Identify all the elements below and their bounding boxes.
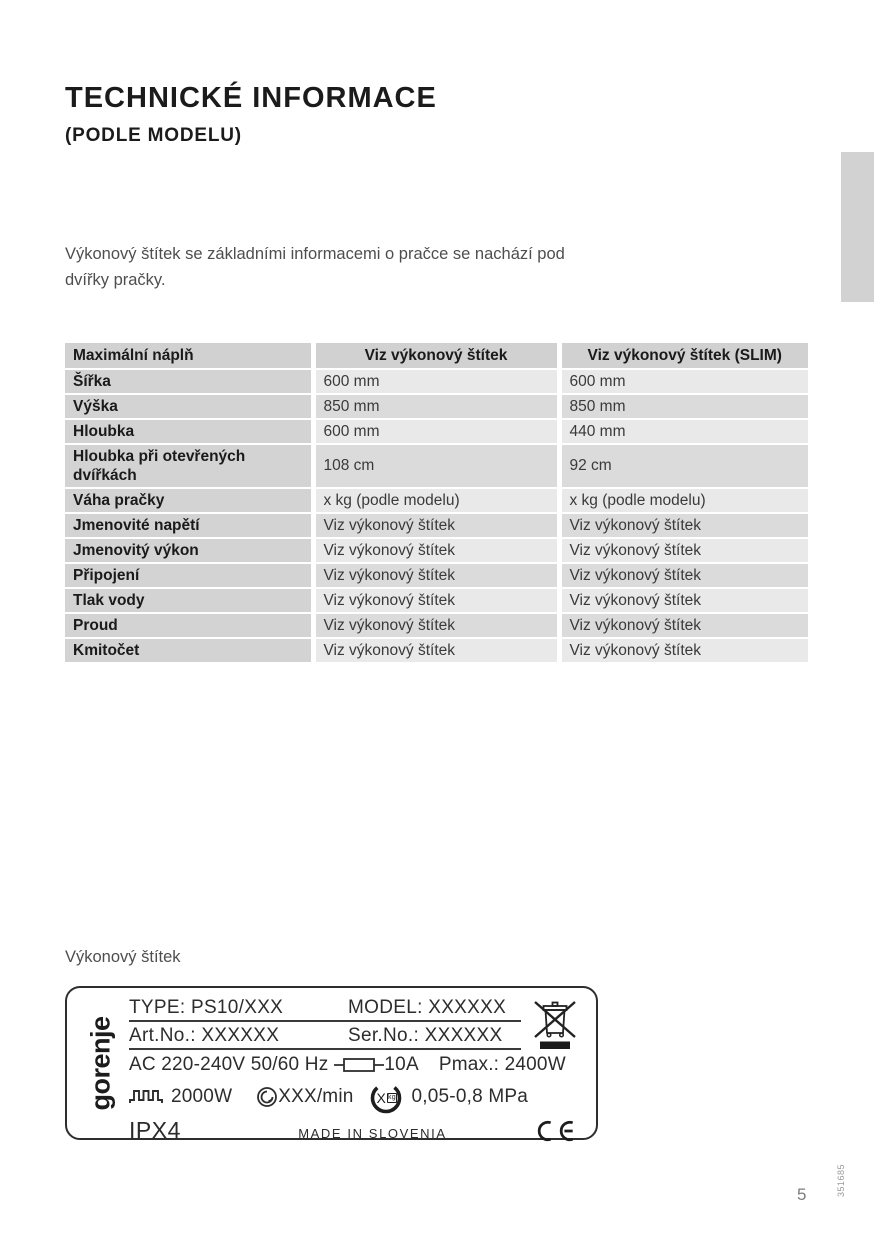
page-title: TECHNICKÉ INFORMACE [65,82,437,114]
spec-value-cell: Viz výkonový štítek [313,513,559,538]
table-header-row [65,343,808,369]
tech-specs-table [65,343,808,664]
table-row [65,538,808,563]
heater-power: 2000W [171,1086,233,1107]
water-pressure: 0,05-0,8 MPa [411,1086,528,1107]
spec-value-cell: Viz výkonový štítek [559,538,808,563]
artno-serno-row [129,1025,521,1050]
table-row [65,369,808,394]
table-row [65,513,808,538]
spec-value-cell: 850 mm [313,394,559,419]
type-value: TYPE: PS10/XXX [129,997,284,1018]
spec-label-cell: Jmenovitý výkon [65,538,313,563]
spec-label-cell: Kmitočet [65,638,313,663]
rating-plate-content [129,997,582,1143]
spec-value-cell: Viz výkonový štítek [559,588,808,613]
spec-label-cell: Váha pračky [65,488,313,513]
table-row [65,638,808,663]
spec-icons-row [129,1080,582,1114]
ce-mark-icon [534,1120,582,1144]
spec-value-cell: 108 cm [313,444,559,488]
label-bottom-row [129,1117,582,1144]
spin-speed: XXX/min [278,1086,354,1107]
table-row [65,588,808,613]
supply-voltage: AC 220-240V 50/60 Hz [129,1054,329,1075]
header-cell-standard: Viz výkonový štítek [313,343,559,369]
intro-text: Výkonový štítek se základními informacemi o pračce se nachází pod dvířky pračky. [65,245,565,289]
spec-value-cell: 92 cm [559,444,808,488]
table-row [65,613,808,638]
spec-value-cell: Viz výkonový štítek [313,588,559,613]
spec-value-cell: 600 mm [559,369,808,394]
drum-capacity-icon [368,1081,404,1115]
spec-value-cell: Viz výkonový štítek [559,613,808,638]
spec-value-cell: Viz výkonový štítek [559,513,808,538]
spec-value-cell: Viz výkonový štítek [559,638,808,663]
type-model-row [129,997,521,1022]
spec-label-cell: Hloubka [65,419,313,444]
spec-value-cell: x kg (podle modelu) [313,488,559,513]
header-cell-parameter: Maximální náplň [65,343,313,369]
table-row [65,444,808,488]
table-row [65,488,808,513]
chapter-edge-tab [841,152,874,302]
rating-plate [65,986,598,1143]
power-supply-row [129,1054,582,1076]
fuse-rating: 10A [384,1054,419,1075]
spec-value-cell: Viz výkonový štítek [559,563,808,588]
spec-value-cell: Viz výkonový štítek [313,613,559,638]
spec-value-cell: 600 mm [313,419,559,444]
model-value: MODEL: XXXXXX [348,997,507,1018]
ip-rating: IPX4 [129,1117,181,1143]
spin-speed-icon [256,1086,278,1108]
spec-label-cell: Tlak vody [65,588,313,613]
header-cell-slim: Viz výkonový štítek (SLIM) [559,343,808,369]
spec-value-cell: 850 mm [559,394,808,419]
spec-label-cell: Šířka [65,369,313,394]
table-row [65,563,808,588]
spec-value-cell: x kg (podle modelu) [559,488,808,513]
max-power: Pmax.: 2400W [438,1054,566,1075]
spec-label-cell: Jmenovité napětí [65,513,313,538]
spec-value-cell: 440 mm [559,419,808,444]
drum-capacity-value: X [376,1090,387,1106]
art-no-value: Art.No.: XXXXXX [129,1025,280,1046]
rating-label-caption: Výkonový štítek [65,948,181,966]
spec-value-cell: Viz výkonový štítek [313,538,559,563]
page-subtitle: (PODLE MODELU) [65,125,242,146]
spec-value-cell: Viz výkonový štítek [313,563,559,588]
spec-label-cell: Hloubka při otevřených dvířkách [65,444,313,488]
table-body [65,369,808,663]
gorenje-logo: gorenje [85,1015,116,1111]
table-row [65,419,808,444]
document-code: 351685 [836,1163,846,1197]
spec-label-cell: Proud [65,613,313,638]
spec-label-cell: Výška [65,394,313,419]
ser-no-value: Ser.No.: XXXXXX [348,1025,503,1046]
page-number: 5 [797,1185,807,1204]
table-row [65,394,808,419]
spec-value-cell: 600 mm [313,369,559,394]
fuse-icon [334,1057,384,1073]
drum-capacity-unit: kg [388,1094,396,1101]
spec-value-cell: Viz výkonový štítek [313,638,559,663]
made-in-text: MADE IN SLOVENIA [298,1126,447,1141]
heating-element-icon [129,1088,163,1107]
spec-label-cell: Připojení [65,563,313,588]
